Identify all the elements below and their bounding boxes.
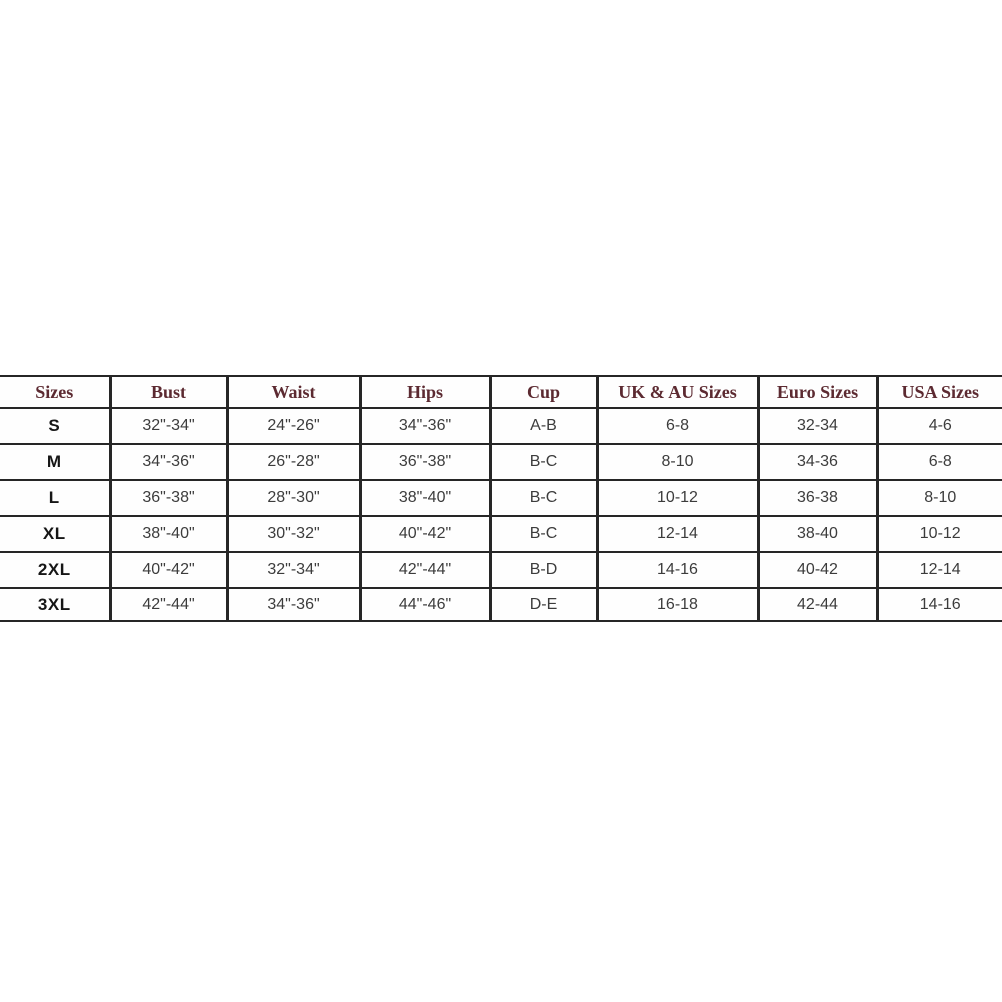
table-cell: 24"-26" [227,408,360,444]
table-cell: 8-10 [877,480,1002,516]
table-cell: 34-36 [758,444,877,480]
size-label: 2XL [0,552,110,588]
table-row-m [0,444,1002,480]
column-header-usa: USA Sizes [877,376,1002,408]
size-label: S [0,408,110,444]
table-cell: 32"-34" [110,408,227,444]
table-cell: 44"-46" [360,588,490,621]
table-cell: 8-10 [597,444,758,480]
table-cell: 40"-42" [110,552,227,588]
table-cell: A-B [490,408,597,444]
table-row-3xl [0,588,1002,621]
table-cell: 6-8 [597,408,758,444]
table-cell: 36"-38" [110,480,227,516]
column-header-euro: Euro Sizes [758,376,877,408]
table-cell: 34"-36" [227,588,360,621]
table-cell: B-C [490,480,597,516]
table-cell: 12-14 [597,516,758,552]
table-cell: 42"-44" [360,552,490,588]
table-cell: 34"-36" [110,444,227,480]
table-cell: 6-8 [877,444,1002,480]
table-header-row [0,376,1002,408]
table-row-xl [0,516,1002,552]
table-cell: 4-6 [877,408,1002,444]
table-cell: D-E [490,588,597,621]
size-label: M [0,444,110,480]
column-header-uk-au: UK & AU Sizes [597,376,758,408]
column-header-sizes: Sizes [0,376,110,408]
table-cell: B-C [490,444,597,480]
table-cell: 36-38 [758,480,877,516]
table-row-l [0,480,1002,516]
column-header-waist: Waist [227,376,360,408]
table-cell: 38"-40" [110,516,227,552]
column-header-hips: Hips [360,376,490,408]
table-cell: 12-14 [877,552,1002,588]
size-label: XL [0,516,110,552]
table-cell: 26"-28" [227,444,360,480]
table-cell: 14-16 [597,552,758,588]
table-cell: B-D [490,552,597,588]
table-cell: 40"-42" [360,516,490,552]
table-cell: 38-40 [758,516,877,552]
table-cell: 30"-32" [227,516,360,552]
table-cell: 38"-40" [360,480,490,516]
size-chart-table [0,375,1002,622]
table-cell: 10-12 [877,516,1002,552]
column-header-cup: Cup [490,376,597,408]
table-cell: 36"-38" [360,444,490,480]
table-cell: 42-44 [758,588,877,621]
table-cell: 34"-36" [360,408,490,444]
table-row-s [0,408,1002,444]
size-label: L [0,480,110,516]
table-cell: 42"-44" [110,588,227,621]
table-cell: 28"-30" [227,480,360,516]
table-cell: 40-42 [758,552,877,588]
table-row-2xl [0,552,1002,588]
column-header-bust: Bust [110,376,227,408]
size-label: 3XL [0,588,110,621]
table-cell: 16-18 [597,588,758,621]
table-cell: B-C [490,516,597,552]
table-cell: 32-34 [758,408,877,444]
table-cell: 10-12 [597,480,758,516]
table-cell: 32"-34" [227,552,360,588]
table-cell: 14-16 [877,588,1002,621]
size-chart-container [0,375,1002,622]
